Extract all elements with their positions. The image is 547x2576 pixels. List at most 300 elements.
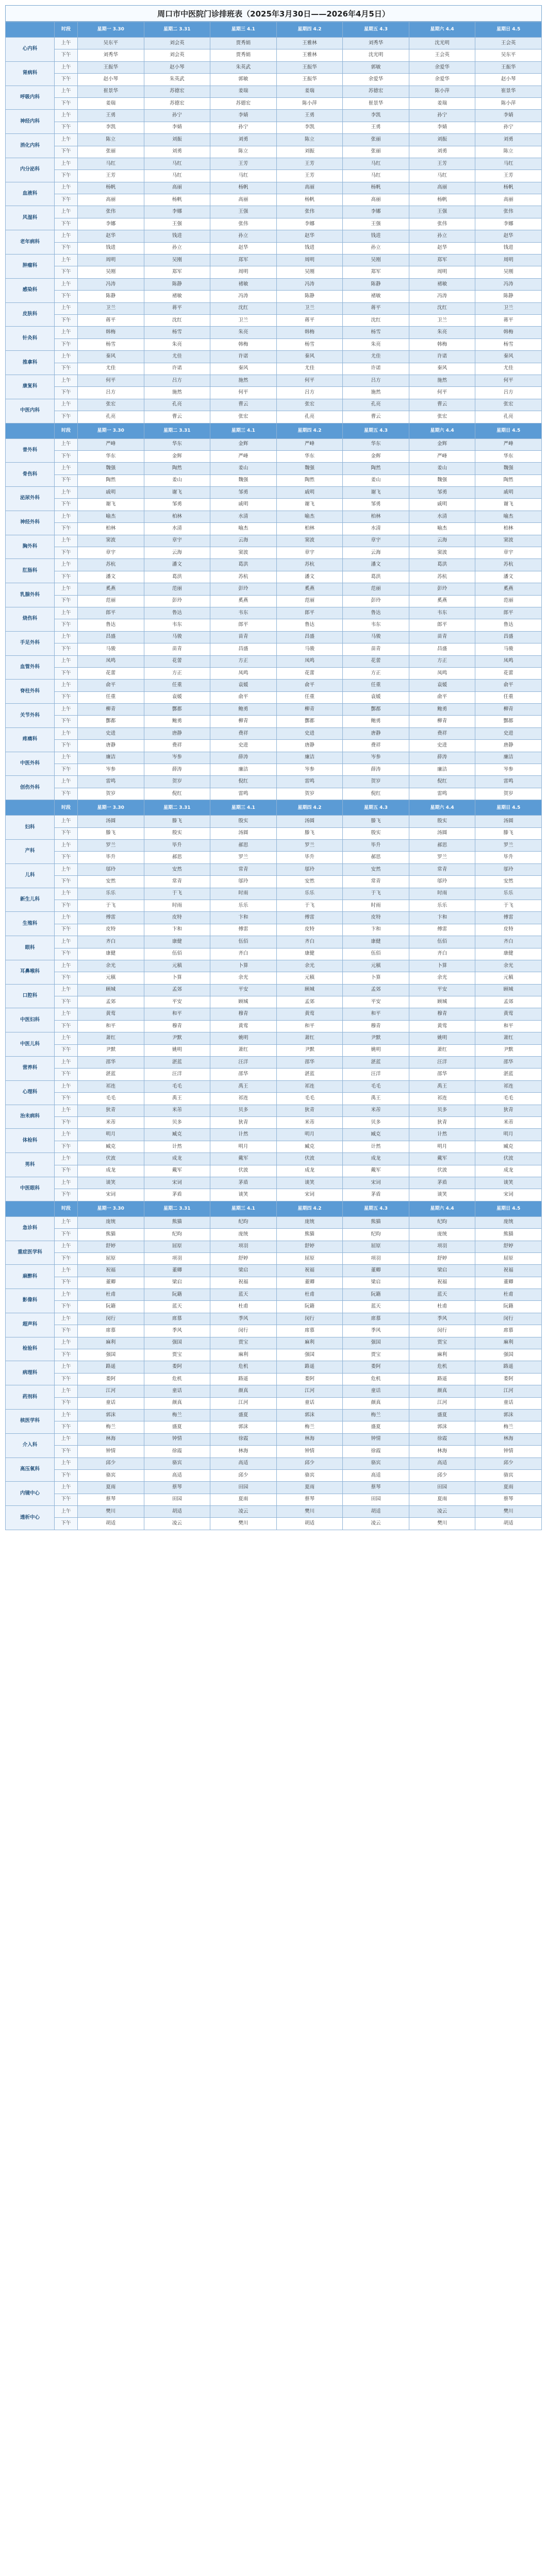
doctor-cell: 庞统 (210, 1229, 277, 1241)
doctor-cell: 梁启 (210, 1265, 277, 1277)
doctor-cell: 成龙 (343, 1153, 409, 1165)
session-label: 上午 (55, 158, 78, 170)
doctor-cell: 奚燕 (409, 595, 475, 607)
doctor-cell: 唐静 (78, 740, 144, 752)
doctor-cell: 杨雪 (276, 338, 343, 350)
doctor-cell: 禹王 (210, 1080, 277, 1092)
table-row (6, 266, 542, 278)
doctor-cell: 刘勇 (409, 146, 475, 158)
doctor-cell: 和平 (276, 1020, 343, 1032)
doctor-cell: 杨雪 (475, 338, 542, 350)
doctor-cell: 童话 (144, 1385, 210, 1397)
session-label: 下午 (55, 948, 78, 960)
doctor-cell: 花蕾 (343, 655, 409, 667)
doctor-cell: 戚明 (210, 499, 277, 511)
doctor-cell: 尤佳 (276, 363, 343, 375)
session-label: 上午 (55, 230, 78, 242)
doctor-cell: 齐白 (78, 936, 144, 948)
doctor-cell: 凌云 (409, 1506, 475, 1518)
doctor-cell: 汤圆 (409, 827, 475, 839)
doctor-cell: 方正 (409, 655, 475, 667)
doctor-cell: 邬玲 (276, 863, 343, 875)
doctor-cell: 酆都 (475, 716, 542, 727)
doctor-cell: 华东 (78, 450, 144, 462)
doctor-cell: 秦风 (78, 351, 144, 363)
doctor-cell: 江河 (409, 1397, 475, 1409)
session-label: 上午 (55, 1385, 78, 1397)
doctor-cell: 卞和 (210, 912, 277, 924)
doctor-cell: 钱进 (78, 242, 144, 254)
doctor-cell: 奚燕 (78, 583, 144, 595)
doctor-cell: 尤佳 (78, 363, 144, 375)
doctor-cell: 黄莺 (78, 1008, 144, 1020)
doctor-cell: 蒋平 (144, 302, 210, 314)
doctor-cell: 唐静 (475, 740, 542, 752)
department-name: 急诊科 (6, 1216, 55, 1241)
table-row (6, 667, 542, 679)
doctor-cell: 项羽 (144, 1252, 210, 1264)
doctor-cell: 毛毛 (276, 1093, 343, 1105)
doctor-cell: 路遥 (409, 1373, 475, 1385)
doctor-cell: 谈笑 (409, 1189, 475, 1201)
header-blank (6, 1201, 55, 1216)
doctor-cell: 钱进 (144, 230, 210, 242)
doctor-cell: 卫兰 (475, 302, 542, 314)
doctor-cell: 庞统 (78, 1216, 144, 1228)
session-label: 下午 (55, 1494, 78, 1505)
session-label: 上午 (55, 1129, 78, 1141)
department-name: 针灸科 (6, 327, 55, 351)
doctor-cell: 林海 (409, 1446, 475, 1458)
session-label: 上午 (55, 984, 78, 996)
doctor-cell: 韩梅 (276, 327, 343, 338)
doctor-cell: 王勇 (343, 122, 409, 133)
doctor-cell: 廉洁 (210, 764, 277, 776)
doctor-cell: 杨帆 (276, 194, 343, 206)
session-label: 上午 (55, 1008, 78, 1020)
doctor-cell: 卫兰 (409, 314, 475, 326)
doctor-cell: 喻杰 (475, 511, 542, 522)
doctor-cell: 殷实 (409, 816, 475, 827)
table-row (6, 302, 542, 314)
doctor-cell: 何平 (78, 375, 144, 386)
table-row (6, 1044, 542, 1056)
table-row (6, 788, 542, 800)
doctor-cell: 狄青 (78, 1105, 144, 1116)
doctor-cell: 薛涛 (144, 764, 210, 776)
header-row (6, 22, 542, 38)
doctor-cell: 郝思 (343, 852, 409, 863)
doctor-cell: 严峰 (276, 438, 343, 450)
table-row (6, 1421, 542, 1433)
doctor-cell: 奚燕 (475, 583, 542, 595)
doctor-cell: 汤圆 (78, 816, 144, 827)
doctor-cell: 范丽 (276, 595, 343, 607)
doctor-cell: 杜甫 (409, 1301, 475, 1313)
session-label: 上午 (55, 1482, 78, 1494)
session-label: 上午 (55, 278, 78, 290)
doctor-cell: 郑军 (210, 255, 277, 266)
doctor-cell: 冯涛 (210, 291, 277, 302)
doctor-cell: 路遥 (475, 1361, 542, 1373)
doctor-cell: 盛夏 (144, 1421, 210, 1433)
doctor-cell: 颜真 (343, 1397, 409, 1409)
doctor-cell: 尹默 (276, 1044, 343, 1056)
doctor-cell: 尤佳 (144, 351, 210, 363)
table-row (6, 158, 542, 170)
doctor-cell: 钱进 (276, 242, 343, 254)
doctor-cell: 元稹 (144, 960, 210, 972)
doctor-cell: 岑参 (78, 764, 144, 776)
doctor-cell: 潘文 (475, 571, 542, 583)
doctor-cell: 尤佳 (343, 351, 409, 363)
doctor-cell: 水清 (144, 523, 210, 535)
doctor-cell: 童话 (475, 1397, 542, 1409)
doctor-cell: 宋词 (276, 1189, 343, 1201)
doctor-cell: 狄青 (409, 1116, 475, 1128)
doctor-cell: 卞和 (409, 912, 475, 924)
doctor-cell: 何平 (475, 375, 542, 386)
doctor-cell: 闵行 (210, 1325, 277, 1337)
session-label: 上午 (55, 776, 78, 788)
department-name: 体检科 (6, 1129, 55, 1153)
session-label: 下午 (55, 122, 78, 133)
doctor-cell: 史进 (409, 740, 475, 752)
doctor-cell: 朱英武 (210, 61, 277, 73)
doctor-cell: 吴刚 (343, 255, 409, 266)
doctor-cell: 苏德宏 (343, 86, 409, 97)
doctor-cell: 花蕾 (144, 655, 210, 667)
doctor-cell: 江河 (210, 1397, 277, 1409)
doctor-cell: 乐乐 (276, 888, 343, 900)
doctor-cell: 雷鸣 (276, 776, 343, 788)
doctor-cell: 徐霞 (409, 1433, 475, 1445)
doctor-cell: 祁连 (409, 1093, 475, 1105)
doctor-cell: 杨帆 (78, 182, 144, 194)
doctor-cell: 高适 (210, 1458, 277, 1469)
doctor-cell: 童话 (78, 1397, 144, 1409)
doctor-cell: 云海 (210, 535, 277, 547)
doctor-cell: 吴东平 (475, 49, 542, 61)
session-label: 上午 (55, 607, 78, 619)
doctor-cell: 施然 (144, 387, 210, 399)
doctor-cell: 鲁达 (276, 619, 343, 631)
doctor-cell: 赵华 (276, 230, 343, 242)
doctor-cell: 吕方 (144, 375, 210, 386)
session-label: 下午 (55, 266, 78, 278)
doctor-cell: 赵小琴 (475, 74, 542, 86)
doctor-cell: 戴军 (210, 1153, 277, 1165)
doctor-cell: 孙立 (343, 242, 409, 254)
doctor-cell: 梅兰 (276, 1421, 343, 1433)
doctor-cell: 孙宁 (475, 122, 542, 133)
doctor-cell: 陈静 (276, 291, 343, 302)
doctor-cell: 纪昀 (144, 1229, 210, 1241)
doctor-cell: 云海 (144, 547, 210, 559)
doctor-cell: 郑军 (343, 266, 409, 278)
doctor-cell: 曹云 (409, 399, 475, 411)
doctor-cell: 庞统 (276, 1216, 343, 1228)
table-row (6, 511, 542, 522)
doctor-cell: 席慕 (144, 1313, 210, 1325)
doctor-cell: 傅雷 (276, 912, 343, 924)
doctor-cell: 王雅林 (276, 49, 343, 61)
doctor-cell: 皮特 (78, 924, 144, 936)
doctor-cell: 麻利 (210, 1349, 277, 1361)
doctor-cell: 邱少 (210, 1469, 277, 1481)
doctor-cell: 孔亮 (276, 411, 343, 423)
doctor-cell: 章宇 (343, 535, 409, 547)
doctor-cell: 葛洪 (144, 571, 210, 583)
doctor-cell: 谢飞 (475, 499, 542, 511)
doctor-cell: 乐乐 (210, 900, 277, 911)
doctor-cell: 顾城 (210, 996, 277, 1008)
doctor-cell: 宋词 (144, 1177, 210, 1189)
doctor-cell: 姚明 (144, 1044, 210, 1056)
session-label: 上午 (55, 680, 78, 691)
doctor-cell: 杜甫 (276, 1289, 343, 1301)
doctor-cell: 何平 (409, 387, 475, 399)
doctor-cell: 严峰 (78, 438, 144, 450)
session-label: 下午 (55, 716, 78, 727)
doctor-cell: 祁连 (78, 1080, 144, 1092)
doctor-cell: 钟情 (475, 1446, 542, 1458)
table-row (6, 1105, 542, 1116)
table-row (6, 948, 542, 960)
session-label: 上午 (55, 1506, 78, 1518)
doctor-cell: 凤鸣 (78, 655, 144, 667)
doctor-cell: 薛涛 (409, 752, 475, 764)
session-label: 下午 (55, 1189, 78, 1201)
doctor-cell: 贾宝 (210, 1337, 277, 1349)
doctor-cell: 柏林 (144, 511, 210, 522)
doctor-cell: 郭敏 (210, 74, 277, 86)
department-name: 心内科 (6, 38, 55, 62)
department-name: 核医学科 (6, 1409, 55, 1433)
doctor-cell: 董卿 (475, 1277, 542, 1289)
session-label: 下午 (55, 547, 78, 559)
doctor-cell: 喻杰 (78, 511, 144, 522)
department-name: 口腔科 (6, 984, 55, 1008)
table-row (6, 619, 542, 631)
doctor-cell: 麻利 (475, 1337, 542, 1349)
table-row (6, 776, 542, 788)
table-row (6, 399, 542, 411)
session-label: 下午 (55, 571, 78, 583)
doctor-cell: 明月 (409, 1141, 475, 1153)
department-name: 康复科 (6, 375, 55, 399)
doctor-cell: 姜山 (343, 474, 409, 486)
department-name: 重症医学科 (6, 1241, 55, 1265)
table-row (6, 704, 542, 716)
header-day: 星期四 4.2 (276, 800, 343, 816)
doctor-cell: 范丽 (144, 583, 210, 595)
doctor-cell: 俞平 (276, 680, 343, 691)
department-name: 眼科 (6, 936, 55, 960)
doctor-cell: 伏波 (276, 1153, 343, 1165)
doctor-cell: 卞和 (144, 924, 210, 936)
doctor-cell: 毕升 (475, 852, 542, 863)
session-label: 上午 (55, 960, 78, 972)
doctor-cell: 毕升 (276, 852, 343, 863)
doctor-cell: 伏波 (475, 1153, 542, 1165)
doctor-cell: 娄阿 (475, 1373, 542, 1385)
doctor-cell: 孔亮 (475, 411, 542, 423)
doctor-cell: 王振华 (276, 74, 343, 86)
doctor-cell: 宋词 (475, 1189, 542, 1201)
doctor-cell: 阮籍 (144, 1289, 210, 1301)
table-row (6, 463, 542, 474)
doctor-cell: 卜算 (210, 960, 277, 972)
doctor-cell: 张宏 (475, 399, 542, 411)
session-label: 下午 (55, 667, 78, 679)
header-row (6, 423, 542, 438)
doctor-cell: 奚燕 (210, 595, 277, 607)
session-label: 上午 (55, 206, 78, 218)
doctor-cell: 雷鸣 (210, 788, 277, 800)
header-day: 星期六 4.4 (409, 423, 475, 438)
session-label: 下午 (55, 1518, 78, 1530)
doctor-cell: 尹默 (475, 1044, 542, 1056)
table-row (6, 351, 542, 363)
doctor-cell: 苏杭 (409, 571, 475, 583)
doctor-cell: 韦东 (409, 607, 475, 619)
doctor-cell: 廉洁 (409, 764, 475, 776)
doctor-cell: 祝福 (78, 1265, 144, 1277)
session-label: 上午 (55, 1105, 78, 1116)
doctor-cell: 董卿 (78, 1277, 144, 1289)
doctor-cell: 史进 (210, 740, 277, 752)
table-row (6, 1129, 542, 1141)
doctor-cell: 时雨 (144, 900, 210, 911)
doctor-cell: 郎平 (78, 607, 144, 619)
doctor-cell: 褚敏 (343, 291, 409, 302)
doctor-cell: 计然 (210, 1129, 277, 1141)
doctor-cell: 朱亮 (409, 327, 475, 338)
doctor-cell: 田园 (144, 1494, 210, 1505)
table-row (6, 1116, 542, 1128)
doctor-cell: 陈静 (475, 291, 542, 302)
doctor-cell: 华东 (343, 438, 409, 450)
doctor-cell: 盛夏 (343, 1421, 409, 1433)
doctor-cell: 马红 (144, 158, 210, 170)
session-label: 下午 (55, 764, 78, 776)
doctor-cell: 曹云 (210, 399, 277, 411)
doctor-cell: 施然 (343, 387, 409, 399)
table-row (6, 411, 542, 423)
doctor-cell: 项羽 (343, 1252, 409, 1264)
doctor-cell: 屈原 (78, 1252, 144, 1264)
doctor-cell: 穆青 (343, 1020, 409, 1032)
table-row (6, 1349, 542, 1361)
header-blank (6, 423, 55, 438)
doctor-cell: 汤圆 (475, 816, 542, 827)
doctor-cell: 戴军 (144, 1165, 210, 1177)
doctor-cell: 娄阿 (78, 1373, 144, 1385)
doctor-cell: 骆宾 (475, 1469, 542, 1481)
doctor-cell: 袁媛 (343, 691, 409, 703)
doctor-cell: 吴东平 (78, 38, 144, 49)
doctor-cell: 庞统 (409, 1229, 475, 1241)
doctor-cell: 李凯 (276, 122, 343, 133)
department-name: 风湿科 (6, 206, 55, 230)
department-name: 耳鼻喉科 (6, 960, 55, 984)
doctor-cell: 林海 (276, 1433, 343, 1445)
doctor-cell: 马红 (210, 170, 277, 182)
table-row (6, 182, 542, 194)
doctor-cell: 邵华 (276, 1057, 343, 1069)
doctor-cell: 郭沫 (276, 1409, 343, 1421)
doctor-cell: 萧红 (409, 1044, 475, 1056)
doctor-cell: 郑军 (144, 266, 210, 278)
doctor-cell: 麻利 (78, 1337, 144, 1349)
doctor-cell: 蒋平 (78, 314, 144, 326)
doctor-cell: 康健 (276, 948, 343, 960)
doctor-cell: 王芳 (276, 158, 343, 170)
doctor-cell: 罗兰 (210, 852, 277, 863)
table-row (6, 984, 542, 996)
session-label: 上午 (55, 1080, 78, 1092)
session-label: 下午 (55, 1069, 78, 1080)
session-label: 下午 (55, 619, 78, 631)
header-day: 星期三 4.1 (210, 800, 277, 816)
doctor-cell: 朱亮 (144, 338, 210, 350)
doctor-cell: 伏波 (78, 1153, 144, 1165)
session-label: 下午 (55, 1165, 78, 1177)
doctor-cell: 岑参 (343, 752, 409, 764)
doctor-cell: 褚敏 (210, 278, 277, 290)
doctor-cell: 和平 (78, 1020, 144, 1032)
page-title: 周口市中医院门诊排班表（2025年3月30日——2026年4月5日） (5, 5, 542, 22)
doctor-cell: 刘勇 (210, 134, 277, 146)
header-day: 星期五 4.3 (343, 1201, 409, 1216)
session-label: 下午 (55, 170, 78, 182)
doctor-cell: 陈立 (475, 146, 542, 158)
department-name: 老年病科 (6, 230, 55, 255)
doctor-cell: 汤圆 (276, 816, 343, 827)
table-row (6, 291, 542, 302)
department-name: 胸外科 (6, 535, 55, 559)
doctor-cell: 陈小萍 (409, 86, 475, 97)
doctor-cell: 强国 (276, 1349, 343, 1361)
doctor-cell: 宋词 (343, 1177, 409, 1189)
doctor-cell: 王勇 (78, 110, 144, 122)
doctor-cell: 张伟 (409, 218, 475, 230)
doctor-cell: 唐静 (144, 727, 210, 739)
doctor-cell: 郭沫 (78, 1409, 144, 1421)
doctor-cell: 屈原 (475, 1252, 542, 1264)
department-name: 推拿科 (6, 351, 55, 375)
doctor-cell: 苗青 (210, 631, 277, 643)
doctor-cell: 谢飞 (144, 487, 210, 499)
doctor-cell: 贝多 (210, 1105, 277, 1116)
doctor-cell: 姜瑞 (78, 97, 144, 109)
doctor-cell: 孙立 (409, 230, 475, 242)
doctor-cell: 昌盛 (78, 631, 144, 643)
doctor-cell: 萧红 (276, 1032, 343, 1044)
doctor-cell: 鲍勇 (343, 716, 409, 727)
doctor-cell: 邹勇 (343, 499, 409, 511)
doctor-cell: 奚燕 (276, 583, 343, 595)
session-label: 上午 (55, 1216, 78, 1228)
doctor-cell: 杨帆 (144, 194, 210, 206)
doctor-cell: 董卿 (276, 1277, 343, 1289)
doctor-cell: 高丽 (343, 194, 409, 206)
doctor-cell: 杜甫 (475, 1289, 542, 1301)
doctor-cell: 郎平 (475, 607, 542, 619)
table-row (6, 1385, 542, 1397)
doctor-cell: 危机 (144, 1373, 210, 1385)
